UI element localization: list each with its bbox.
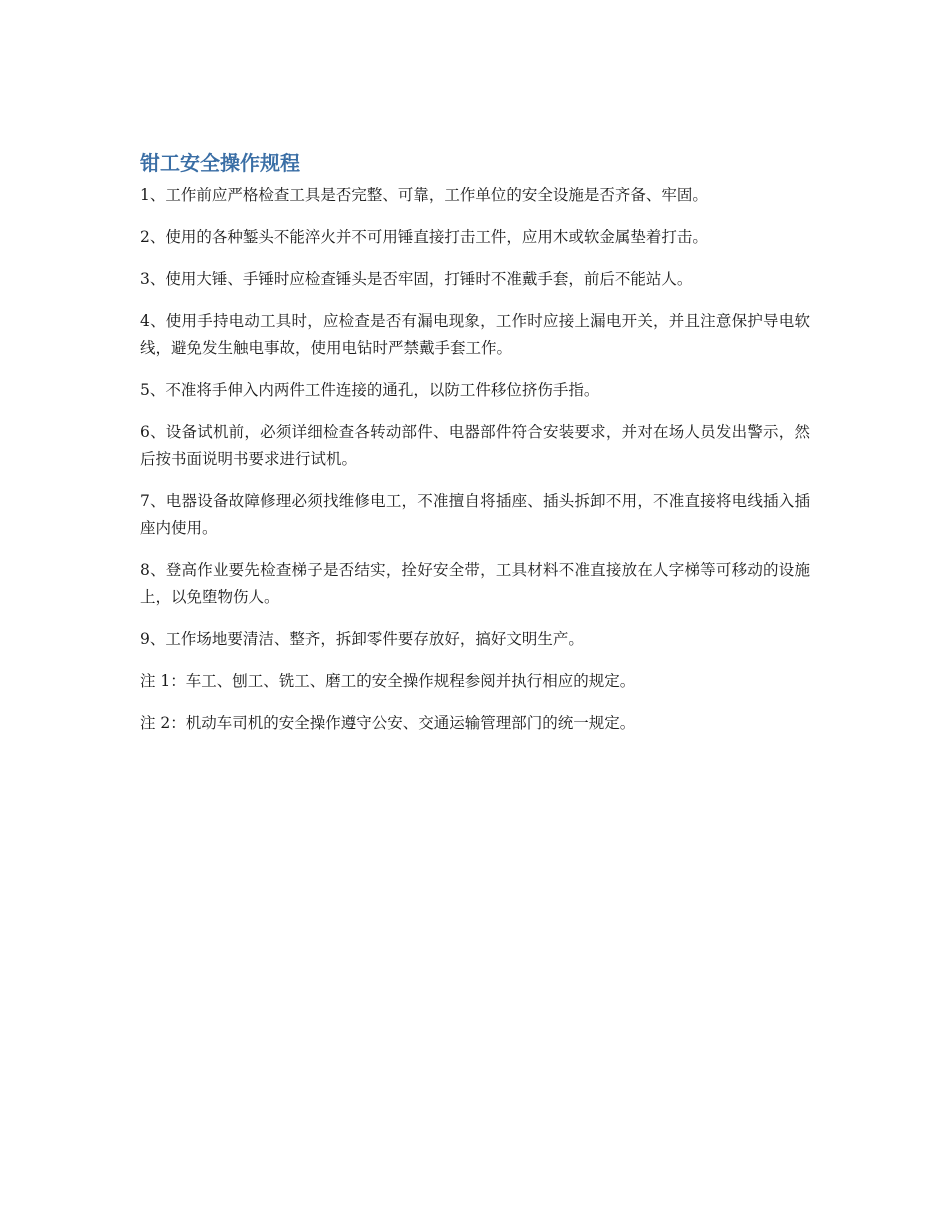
paragraph-note-1: 注 1：车工、刨工、铣工、磨工的安全操作规程参阅并执行相应的规定。 <box>140 672 636 690</box>
paragraph-rule-1: 1、工作前应严格检查工具是否完整、可靠，工作单位的安全设施是否齐备、牢固。 <box>140 186 708 204</box>
paragraph-rule-3: 3、使用大锤、手锤时应检查锤头是否牢固，打锤时不准戴手套，前后不能站人。 <box>140 270 693 288</box>
paragraph-rule-2: 2、使用的各种錾头不能淬火并不可用锤直接打击工件，应用木或软金属垫着打击。 <box>140 228 708 246</box>
document-body <box>140 148 810 752</box>
paragraph-rule-9: 9、工作场地要清洁、整齐，拆卸零件要存放好，搞好文明生产。 <box>140 630 584 648</box>
paragraph-rule-4: 4、使用手持电动工具时，应检查是否有漏电现象，工作时应接上漏电开关，并且注意保护导电软线，避免发生触电事故，使用电钻时严禁戴手套工作。 <box>140 312 810 357</box>
paragraph-rule-8: 8、登高作业要先检查梯子是否结实，拴好安全带，工具材料不准直接放在人字梯等可移动的设施上，以免堕物伤人。 <box>140 561 810 606</box>
document-title: 钳工安全操作规程 <box>140 151 300 175</box>
paragraph-rule-6: 6、设备试机前，必须详细检查各转动部件、电器部件符合安装要求，并对在场人员发出警示，然后按书面说明书要求进行试机。 <box>140 423 810 468</box>
paragraph-rule-5: 5、不准将手伸入内两件工件连接的通孔，以防工件移位挤伤手指。 <box>140 381 600 399</box>
paragraph-rule-7: 7、电器设备故障修理必须找维修电工，不准擅自将插座、插头拆卸不用，不准直接将电线插入插座内使用。 <box>140 492 810 537</box>
paragraph-note-2: 注 2：机动车司机的安全操作遵守公安、交通运输管理部门的统一规定。 <box>140 714 636 732</box>
